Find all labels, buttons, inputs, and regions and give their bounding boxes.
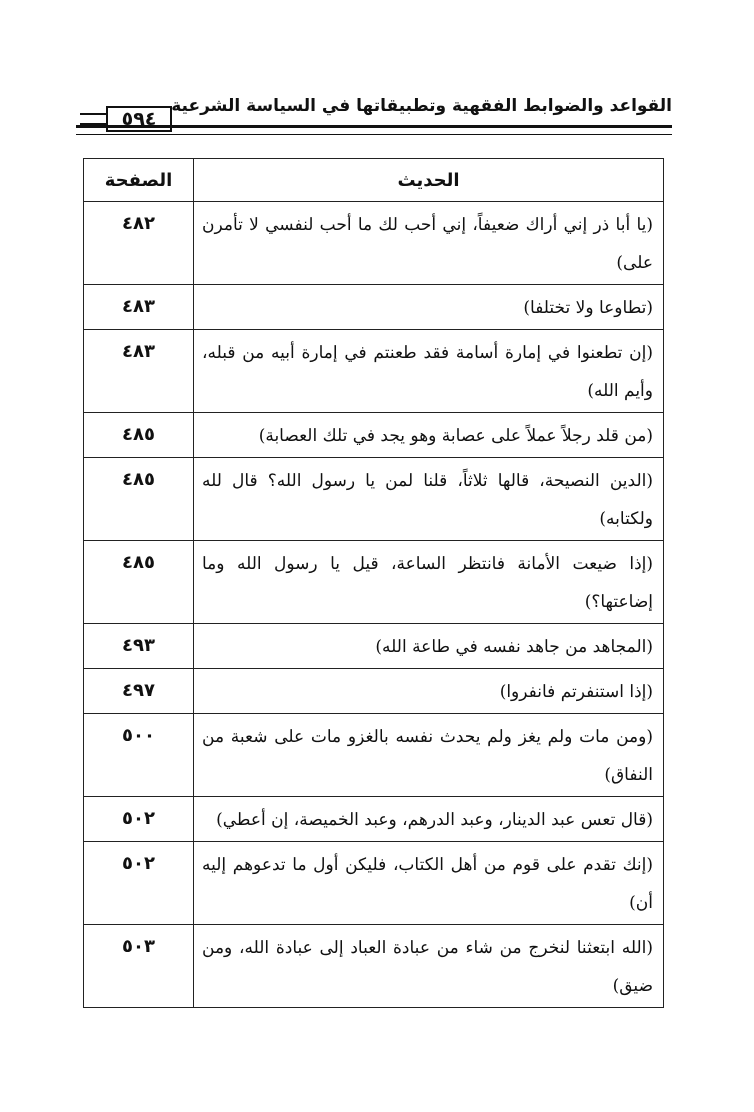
- table-row: [84, 714, 664, 797]
- header-rule: [76, 125, 672, 135]
- page-reference: ٤٨٥: [84, 458, 194, 541]
- table-row: [84, 925, 664, 1008]
- page-reference: ٤٨٥: [84, 413, 194, 458]
- page-reference: ٤٨٥: [84, 541, 194, 624]
- hadith-text: (إذا استنفرتم فانفروا): [194, 669, 664, 714]
- hadith-text: (المجاهد من جاهد نفسه في طاعة الله): [194, 624, 664, 669]
- hadith-text: (قال تعس عبد الدينار، وعبد الدرهم، وعبد الخميصة، إن أعطي): [194, 797, 664, 842]
- table-row: [84, 541, 664, 624]
- table-row: [84, 669, 664, 714]
- hadith-text: (تطاوعا ولا تختلفا): [194, 285, 664, 330]
- hadith-text: (من قلد رجلاً عملاً على عصابة وهو يجد في تلك العصابة): [194, 413, 664, 458]
- hadith-text: (إن تطعنوا في إمارة أسامة فقد طعنتم في إمارة أبيه من قبله، وأيم الله): [194, 330, 664, 413]
- page-reference: ٤٨٢: [84, 202, 194, 285]
- table-row: [84, 413, 664, 458]
- table-row: [84, 202, 664, 285]
- table-header-row: [84, 159, 664, 202]
- page-reference: ٤٨٣: [84, 285, 194, 330]
- table-body: [84, 202, 664, 1008]
- table-row: [84, 624, 664, 669]
- page-reference: ٤٩٣: [84, 624, 194, 669]
- hadith-text: (إنك تقدم على قوم من أهل الكتاب، فليكن أول ما تدعوهم إليه أن): [194, 842, 664, 925]
- page-reference: ٥٠٣: [84, 925, 194, 1008]
- table-row: [84, 458, 664, 541]
- table-row: [84, 842, 664, 925]
- column-header-hadith: الحديث: [194, 159, 664, 202]
- table-row: [84, 285, 664, 330]
- page-reference: ٥٠٠: [84, 714, 194, 797]
- table-row: [84, 330, 664, 413]
- page-reference: ٤٩٧: [84, 669, 194, 714]
- running-header: [76, 94, 672, 138]
- hadith-text: (ومن مات ولم يغز ولم يحدث نفسه بالغزو مات على شعبة من النفاق): [194, 714, 664, 797]
- book-title: القواعد والضوابط الفقهية وتطبيقاتها في السياسة الشرعية: [171, 96, 672, 116]
- hadith-text: (إذا ضيعت الأمانة فانتظر الساعة، قيل يا رسول الله وما إضاعتها؟): [194, 541, 664, 624]
- double-dash-ornament: [80, 113, 106, 125]
- table-row: [84, 797, 664, 842]
- page-reference: ٥٠٢: [84, 842, 194, 925]
- hadith-text: (الله ابتعثنا لنخرج من شاء من عبادة العباد إلى عبادة الله، ومن ضيق): [194, 925, 664, 1008]
- hadith-text: (يا أبا ذر إني أراك ضعيفاً، إني أحب لك ما أحب لنفسي لا تأمرن على): [194, 202, 664, 285]
- hadith-text: (الدين النصيحة، قالها ثلاثاً، قلنا لمن يا رسول الله؟ قال لله ولكتابه): [194, 458, 664, 541]
- column-header-page: الصفحة: [84, 159, 194, 202]
- page-reference: ٥٠٢: [84, 797, 194, 842]
- page-reference: ٤٨٣: [84, 330, 194, 413]
- page-number: ٥٩٤: [106, 106, 172, 132]
- hadith-index-table: [83, 158, 664, 1008]
